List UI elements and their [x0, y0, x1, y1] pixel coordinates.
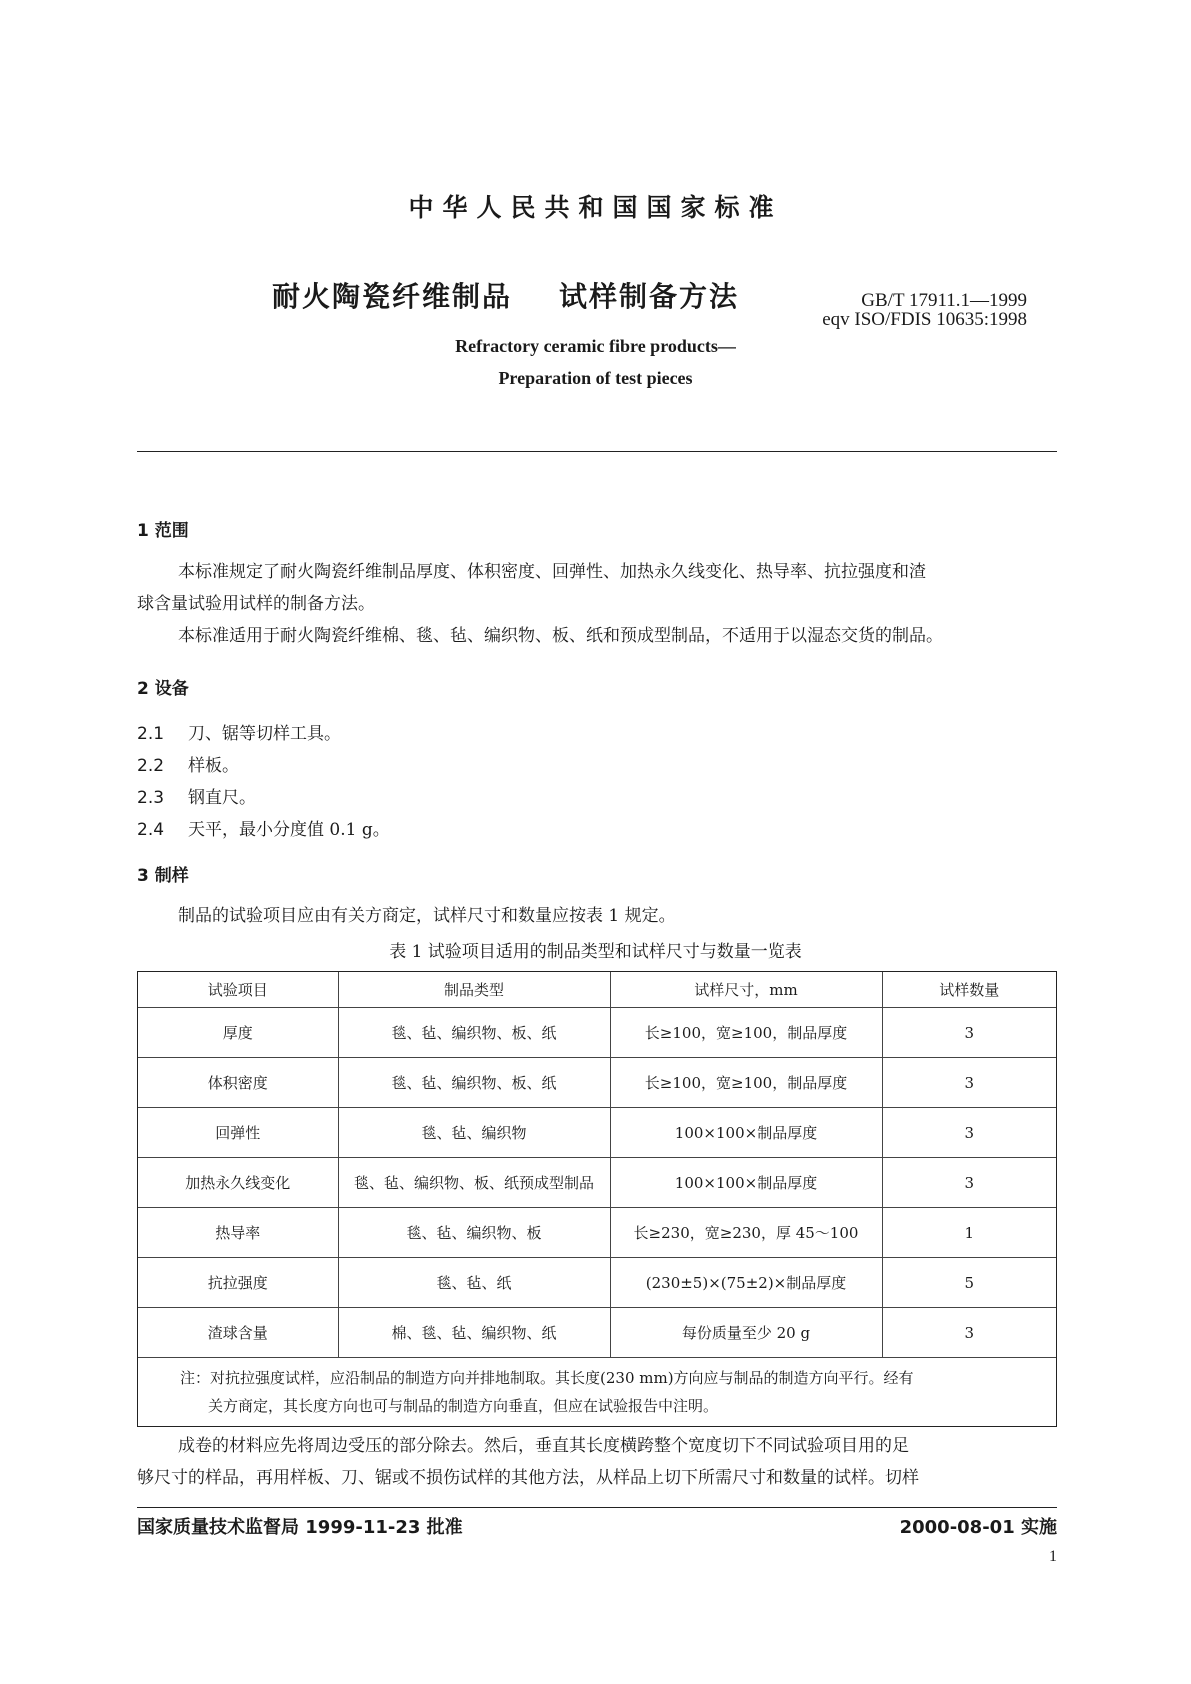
table-header-cell: 试样数量	[882, 972, 1056, 1008]
table-note	[138, 1358, 1056, 1420]
table-row	[138, 1308, 1056, 1358]
table-row	[138, 1058, 1056, 1108]
table-cell: (230±5)×(75±2)×制品厚度	[610, 1258, 882, 1308]
scope-paragraph-2: 本标准适用于耐火陶瓷纤维棉、毯、毡、编织物、板、纸和预成型制品，不适用于以湿态交货的制品。	[178, 626, 943, 646]
table-cell: 1	[882, 1208, 1056, 1258]
equipment-item-text: 刀、锯等切样工具。	[188, 724, 341, 744]
section-heading-equipment: 2 设备	[137, 679, 189, 699]
table-cell: 毯、毡、编织物	[338, 1108, 610, 1158]
after-table-line1: 成卷的材料应先将周边受压的部分除去。然后，垂直其长度横跨整个宽度切下不同试验项目用的足	[178, 1436, 909, 1456]
section-heading-sampling: 3 制样	[137, 866, 189, 886]
equipment-item	[137, 815, 390, 840]
table-cell: 渣球含量	[138, 1308, 338, 1358]
table-cell: 棉、毯、毡、编织物、纸	[338, 1308, 610, 1358]
table-row	[138, 1158, 1056, 1208]
approval-date: 国家质量技术监督局 1999-11-23 批准	[137, 1517, 463, 1538]
table-cell: 毯、毡、纸	[338, 1258, 610, 1308]
equipment-item-text: 样板。	[188, 756, 239, 776]
table-cell: 3	[882, 1158, 1056, 1208]
header-divider	[137, 451, 1057, 452]
equipment-item-text: 天平，最小分度值 0.1 g。	[188, 820, 390, 840]
national-standard-heading: 中华人民共和国国家标准	[408, 193, 783, 222]
table-cell: 热导率	[138, 1208, 338, 1258]
equipment-item-number: 2.1	[137, 724, 165, 744]
table-cell: 5	[882, 1258, 1056, 1308]
table-header-cell: 试验项目	[138, 972, 338, 1008]
standard-number: GB/T 17911.1—1999	[861, 290, 1027, 311]
table-row	[138, 1258, 1056, 1308]
table-cell: 回弹性	[138, 1108, 338, 1158]
sampling-intro: 制品的试验项目应由有关方商定，试样尺寸和数量应按表 1 规定。	[178, 906, 676, 926]
table-cell: 毯、毡、编织物、板、纸预成型制品	[338, 1158, 610, 1208]
table-cell: 100×100×制品厚度	[610, 1108, 882, 1158]
equipment-item	[137, 783, 256, 808]
table-row	[138, 1208, 1056, 1258]
specimen-table	[137, 971, 1057, 1427]
table-row	[138, 1108, 1056, 1158]
document-title-en-line2: Preparation of test pieces	[498, 368, 693, 388]
table-note-line1: 注：对抗拉强度试样，应沿制品的制造方向并排地制取。其长度(230 mm)方向应与制品的制造方向平行。经有	[180, 1369, 914, 1387]
document-title-cn: 耐火陶瓷纤维制品 试样制备方法	[272, 280, 739, 313]
table-cell: 3	[882, 1058, 1056, 1108]
equipment-item-text: 钢直尺。	[188, 788, 256, 808]
equipment-item	[137, 719, 341, 744]
equipment-item-number: 2.2	[137, 756, 165, 776]
table-cell: 长≥100，宽≥100，制品厚度	[610, 1008, 882, 1058]
equipment-item	[137, 751, 239, 776]
table-cell: 每份质量至少 20 g	[610, 1308, 882, 1358]
table-cell: 抗拉强度	[138, 1258, 338, 1308]
table-cell: 3	[882, 1008, 1056, 1058]
table-caption: 表 1 试验项目适用的制品类型和试样尺寸与数量一览表	[389, 942, 802, 962]
table-cell: 3	[882, 1108, 1056, 1158]
scope-paragraph-line2: 球含量试验用试样的制备方法。	[137, 594, 375, 614]
table-cell: 毯、毡、编织物、板、纸	[338, 1058, 610, 1108]
equipment-item-number: 2.4	[137, 820, 165, 840]
table-cell: 毯、毡、编织物、板、纸	[338, 1008, 610, 1058]
footer-divider	[137, 1507, 1057, 1508]
table-cell: 加热永久线变化	[138, 1158, 338, 1208]
section-heading-scope: 1 范围	[137, 521, 189, 541]
table-header-cell: 试样尺寸，mm	[610, 972, 882, 1008]
scope-paragraph-line1: 本标准规定了耐火陶瓷纤维制品厚度、体积密度、回弹性、加热永久线变化、热导率、抗拉强度和渣	[178, 562, 926, 582]
implementation-date: 2000-08-01 实施	[899, 1517, 1057, 1538]
equivalent-standard: eqv ISO/FDIS 10635:1998	[822, 309, 1027, 330]
table-row	[138, 1008, 1056, 1058]
equipment-item-number: 2.3	[137, 788, 165, 808]
after-table-line2: 够尺寸的样品，再用样板、刀、锯或不损伤试样的其他方法，从样品上切下所需尺寸和数量的试样。切样	[137, 1468, 919, 1488]
table-cell: 100×100×制品厚度	[610, 1158, 882, 1208]
table-header-row	[138, 972, 1056, 1008]
table-cell: 长≥100，宽≥100，制品厚度	[610, 1058, 882, 1108]
table-cell: 体积密度	[138, 1058, 338, 1108]
table-header-cell: 制品类型	[338, 972, 610, 1008]
table-cell: 毯、毡、编织物、板	[338, 1208, 610, 1258]
table-cell: 长≥230，宽≥230，厚 45～100	[610, 1208, 882, 1258]
page-number: 1	[1049, 1548, 1057, 1565]
table-cell: 3	[882, 1308, 1056, 1358]
table-note-line2: 关方商定，其长度方向也可与制品的制造方向垂直，但应在试验报告中注明。	[208, 1397, 719, 1415]
document-title-en-line1: Refractory ceramic fibre products—	[455, 336, 736, 356]
table-cell: 厚度	[138, 1008, 338, 1058]
